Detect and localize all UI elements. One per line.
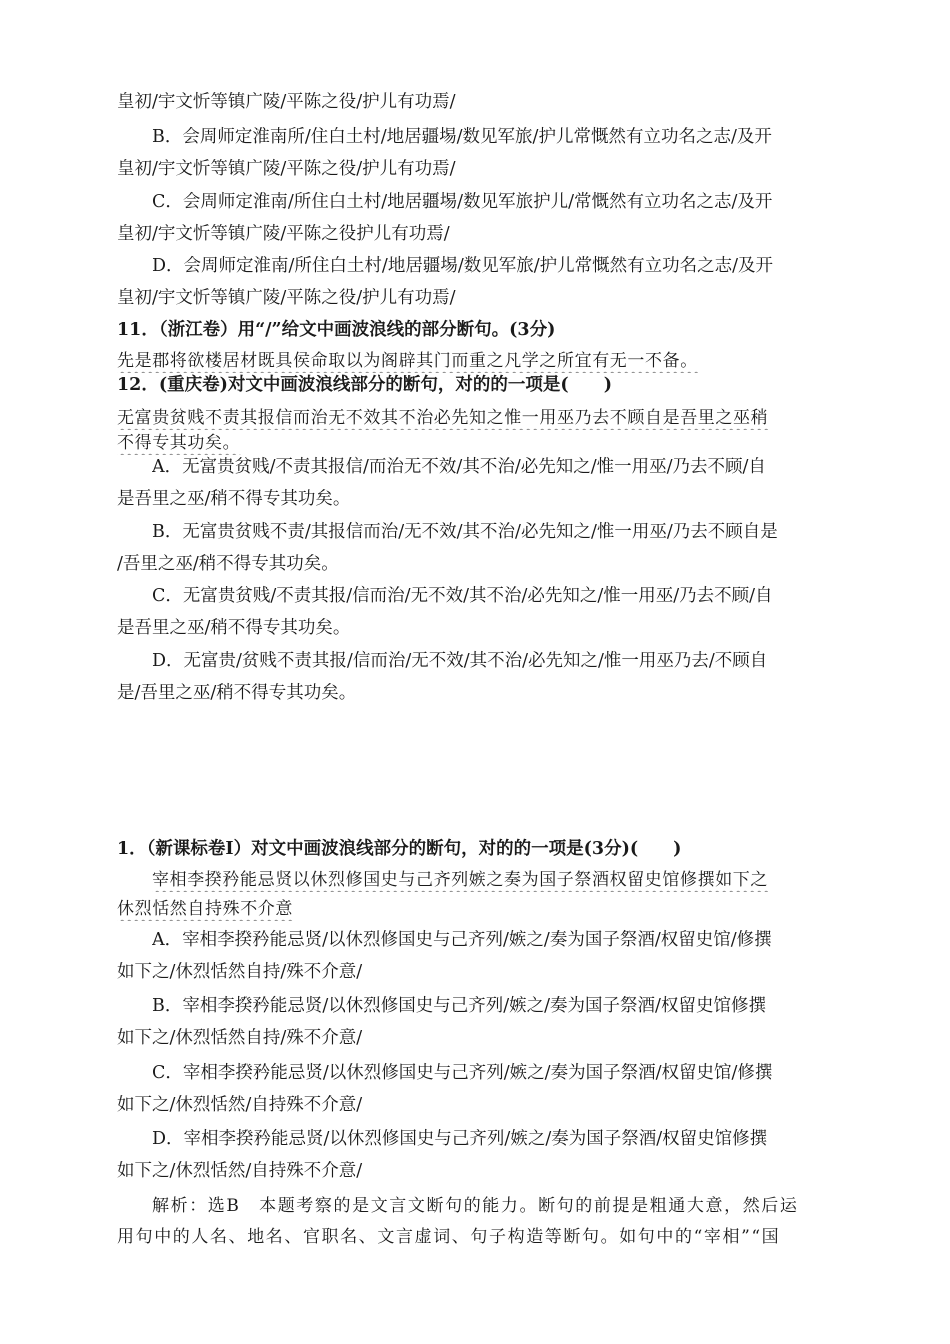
q1-option-d-line2: 如下之/休烈恬然/自持殊不介意/	[117, 1161, 363, 1181]
q1-explanation-line1: 解析：选B 本题考察的是文言文断句的能力。断句的前提是粗通大意，然后运	[152, 1196, 799, 1216]
q12-option-b-line1: B．无富贵贫贱不责/其报信而治/无不效/其不治/必先知之/惟一用巫/乃去不顾自是	[152, 522, 778, 542]
q11-title: 11．（浙江卷）用“/”给文中画波浪线的部分断句。(3分)	[117, 320, 556, 340]
q1-title: 1．（新课标卷Ⅰ）对文中画波浪线部分的断句，对的的一项是(3分)( )	[117, 839, 682, 859]
q1-option-a-line1: A．宰相李揆矜能忌贤/以休烈修国史与己齐列/嫉之/奏为国子祭酒/权留史馆/修撰	[152, 930, 772, 950]
q11-passage-text: 先是郡将欲楼居材既具侯命取以为阁辟其门而重之凡学之所宜有无一不备。	[117, 351, 698, 371]
q10-option-c-line2: 皇初/宇文忻等镇广陵/平陈之役护儿有功焉/	[117, 224, 450, 244]
q1-option-d-line1: D．宰相李揆矜能忌贤/以休烈修国史与己齐列/嫉之/奏为国子祭酒/权留史馆修撰	[152, 1129, 768, 1149]
q12-option-a-line1: A．无富贵贫贱/不责其报信/而治无不效/其不治/必先知之/惟一用巫/乃去不顾/自	[152, 457, 766, 477]
q12-option-a-line2: 是吾里之巫/稍不得专其功矣。	[117, 489, 351, 509]
q10-option-d-line1: D．会周师定淮南/所住白土村/地居疆埸/数见军旅/护儿常慨然有立功名之志/及开	[152, 256, 774, 276]
q12-option-d-line1: D．无富贵/贫贱不责其报/信而治/无不效/其不治/必先知之/惟一用巫乃去/不顾自	[152, 651, 768, 671]
q10-option-b-line1: B．会周师定淮南所/住白土村/地居疆埸/数见军旅/护儿常慨然有立功名之志/及开	[152, 127, 772, 147]
q12-passage-line1	[117, 406, 833, 430]
q12-passage-text-line1: 无富贵贫贱不责其报信而治无不效其不治必先知之惟一用巫乃去不顾自是吾里之巫稍	[117, 408, 769, 428]
q1-passage-line2	[117, 897, 833, 921]
q10-option-d-line2: 皇初/宇文忻等镇广陵/平陈之役/护儿有功焉/	[117, 288, 456, 308]
q1-option-a-line2: 如下之/休烈恬然自持/殊不介意/	[117, 962, 363, 982]
q12-option-b-line2: /吾里之巫/稍不得专其功矣。	[117, 554, 339, 574]
q1-passage-line1	[152, 868, 833, 892]
q1-option-c-line2: 如下之/休烈恬然/自持殊不介意/	[117, 1095, 363, 1115]
q12-option-c-line2: 是吾里之巫/稍不得专其功矣。	[117, 618, 351, 638]
q1-option-c-line1: C．宰相李揆矜能忌贤/以休烈修国史与己齐列/嫉之/奏为国子祭酒/权留史馆/修撰	[152, 1063, 773, 1083]
q10-option-a-line2: 皇初/宇文忻等镇广陵/平陈之役/护儿有功焉/	[117, 92, 456, 112]
q12-option-c-line1: C．无富贵贫贱/不责其报/信而治/无不效/其不治/必先知之/惟一用巫/乃去不顾/自	[152, 586, 773, 606]
q1-passage-text-line2: 休烈恬然自持殊不介意	[117, 899, 293, 919]
q12-option-d-line2: 是/吾里之巫/稍不得专其功矣。	[117, 683, 357, 703]
q10-option-c-line1: C．会周师定淮南/所住白土村/地居疆埸/数见军旅护儿/常慨然有立功名之志/及开	[152, 192, 773, 212]
q1-explanation-line2: 用句中的人名、地名、官职名、文言虚词、句子构造等断句。如句中的“宰相”“国	[117, 1227, 781, 1247]
q1-option-b-line2: 如下之/休烈恬然自持/殊不介意/	[117, 1028, 363, 1048]
q11-passage	[117, 349, 833, 373]
q12-passage-text-line2: 不得专其功矣。	[117, 433, 241, 453]
q12-title: 12．(重庆卷)对文中画波浪线部分的断句，对的的一项是( )	[117, 375, 612, 395]
q12-passage-line2	[117, 431, 833, 455]
q10-option-b-line2: 皇初/宇文忻等镇广陵/平陈之役/护儿有功焉/	[117, 159, 456, 179]
q1-passage-text-line1: 宰相李揆矜能忌贤以休烈修国史与己齐列嫉之奏为国子祭酒权留史馆修撰如下之	[152, 870, 768, 890]
q1-option-b-line1: B．宰相李揆矜能忌贤/以休烈修国史与己齐列/嫉之/奏为国子祭酒/权留史馆修撰	[152, 996, 766, 1016]
